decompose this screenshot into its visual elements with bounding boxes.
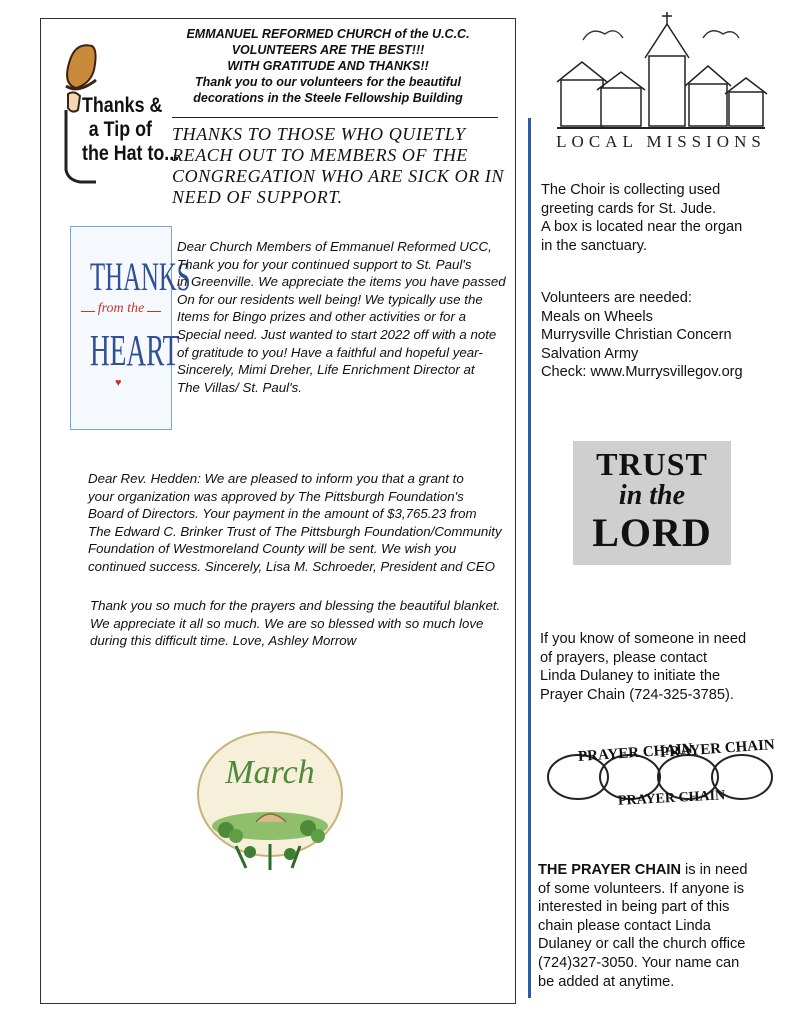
heart-icon: ♥	[115, 377, 122, 389]
tip-hat-line-3: the Hat to...	[82, 142, 180, 165]
local-missions-illustration	[553, 10, 768, 130]
trust-lord: LORD	[592, 510, 712, 555]
quiet-thanks-line-3: CONGREGATION WHO ARE SICK OR IN	[172, 166, 505, 186]
prayer-chain-logo-text-2: PRAYER CHAIN	[659, 737, 776, 761]
prayer-contact-note	[540, 630, 776, 704]
bleed-through-left	[2, 110, 42, 610]
tip-of-hat-clipart	[56, 40, 180, 188]
choir-line: in the sanctuary.	[541, 237, 647, 254]
prayer-chain-line: Dulaney or call the church office	[538, 936, 746, 953]
foundation-line: Foundation of Westmoreland County will be sent. We wish you	[88, 541, 457, 557]
letter-st-pauls	[177, 238, 512, 396]
march-badge	[196, 726, 344, 872]
foundation-line: your organization was approved by The Pittsburgh Foundation's	[88, 488, 464, 504]
choir-line: A box is located near the organ	[541, 219, 743, 236]
prayer-chain-bold: THE PRAYER CHAIN	[538, 862, 681, 878]
foundation-line: Board of Directors. Your payment in the amount of $3,765.23 from	[88, 506, 477, 522]
letter-st-pauls-line: in Greenville. We appreciate the items you have passed	[177, 274, 506, 290]
heart-word-heart: HEART	[90, 326, 180, 375]
letter-st-pauls-line: Sincerely, Mimi Dreher, Life Enrichment Director at	[177, 362, 475, 378]
prayer-chain-line: is in need	[681, 862, 748, 878]
heart-word-from: from the	[95, 301, 148, 316]
letter-st-pauls-line: of gratitude to you! Have a faithful and hopeful year-	[177, 344, 483, 360]
march-clover-illustration	[196, 726, 344, 872]
thanks-from-heart-card	[70, 226, 191, 430]
trust-in-the-lord-graphic	[573, 441, 731, 565]
header-line-5: decorations in the Steele Fellowship Building	[193, 91, 463, 105]
volunteers-line: Salvation Army	[541, 345, 639, 362]
tip-hat-line-1: Thanks &	[82, 94, 163, 117]
blanket-line: Thank you so much for the prayers and blessing the beautiful blanket.	[90, 598, 501, 613]
letter-st-pauls-line: Items for Bingo prizes and other activities or for a	[177, 309, 466, 325]
quiet-thanks-line-1: THANKS TO THOSE WHO QUIETLY	[172, 124, 466, 144]
quiet-thanks-text	[172, 124, 512, 208]
church-village-icon	[553, 10, 768, 130]
volunteers-line: Meals on Wheels	[541, 308, 653, 325]
volunteers-line: Murrysville Christian Concern	[541, 327, 732, 344]
prayer-chain-line: chain please contact Linda	[538, 917, 711, 934]
prayer-chain-line: (724)327-3050. Your name can	[538, 954, 740, 971]
prayer-chain-volunteers	[538, 861, 778, 991]
blanket-line: We appreciate it all so much. We are so blessed with so much love	[90, 615, 484, 631]
tip-hat-line-2: a Tip of	[88, 118, 152, 141]
blanket-line: during this difficult time. Love, Ashley Morrow	[90, 633, 357, 649]
foundation-line: Dear Rev. Hedden: We are pleased to inform you that a grant to	[88, 471, 464, 486]
volunteers-needed	[541, 289, 777, 382]
letter-st-pauls-line: Thank you for your continued support to St. Paul's	[177, 256, 472, 272]
prayer-chain-line: of some volunteers. If anyone is	[538, 880, 745, 897]
trust-in-the: in the	[618, 480, 686, 511]
prayer-chain-logo-text-3: PRAYER CHAIN	[617, 788, 726, 809]
prayer-chain-logo	[538, 733, 782, 819]
letter-st-pauls-line: Special need. Just wanted to start 2022 off with a note	[177, 326, 497, 342]
prayer-contact-line: Prayer Chain (724-325-3785).	[540, 686, 734, 703]
header-line-3: WITH GRATITUDE AND THANKS!!	[227, 59, 429, 73]
heart-word-thanks: THANKS	[90, 254, 191, 299]
header-line-2: VOLUNTEERS ARE THE BEST!!!	[231, 43, 425, 57]
letter-blanket	[90, 597, 510, 650]
volunteers-link-line: Check: www.Murrysvillegov.org	[541, 364, 743, 381]
local-missions-title: LOCAL MISSIONS	[556, 132, 766, 151]
prayer-chain-line: be added at anytime.	[538, 973, 675, 990]
newsletter-header	[178, 26, 478, 106]
quiet-thanks-line-2: REACH OUT TO MEMBERS OF THE	[172, 145, 469, 165]
letter-st-pauls-line: On for our residents well being! We typically use the	[177, 291, 483, 307]
march-label: March	[225, 754, 315, 791]
header-rule	[172, 117, 498, 118]
foundation-line: continued success. Sincerely, Lisa M. Schroeder, President and CEO	[88, 558, 495, 574]
foundation-line: The Edward C. Brinker Trust of The Pittsburgh Foundation/Community	[88, 523, 502, 539]
prayer-contact-line: Linda Dulaney to initiate the	[540, 668, 721, 685]
column-divider	[528, 118, 531, 998]
prayer-contact-line: If you know of someone in need	[540, 631, 747, 647]
letter-st-pauls-line: Dear Church Members of Emmanuel Reformed UCC,	[177, 239, 492, 254]
choir-note	[541, 181, 777, 255]
quiet-thanks-line-4: NEED OF SUPPORT.	[172, 187, 343, 207]
prayer-contact-line: of prayers, please contact	[540, 649, 708, 666]
header-line-1: EMMANUEL REFORMED CHURCH of the U.C.C.	[186, 27, 470, 41]
letter-pittsburgh-foundation	[88, 470, 508, 576]
prayer-chain-line: interested in being part of this	[538, 899, 730, 916]
choir-line: greeting cards for St. Jude.	[541, 200, 717, 217]
trust-word: TRUST	[596, 446, 708, 482]
choir-line: The Choir is collecting used	[541, 182, 721, 198]
letter-st-pauls-line: The Villas/ St. Paul's.	[177, 379, 302, 395]
volunteers-line: Volunteers are needed:	[541, 290, 692, 306]
header-line-4: Thank you to our volunteers for the beautiful	[195, 75, 461, 89]
prayer-chain-logo-text: PRAYER CHAIN	[577, 741, 694, 765]
